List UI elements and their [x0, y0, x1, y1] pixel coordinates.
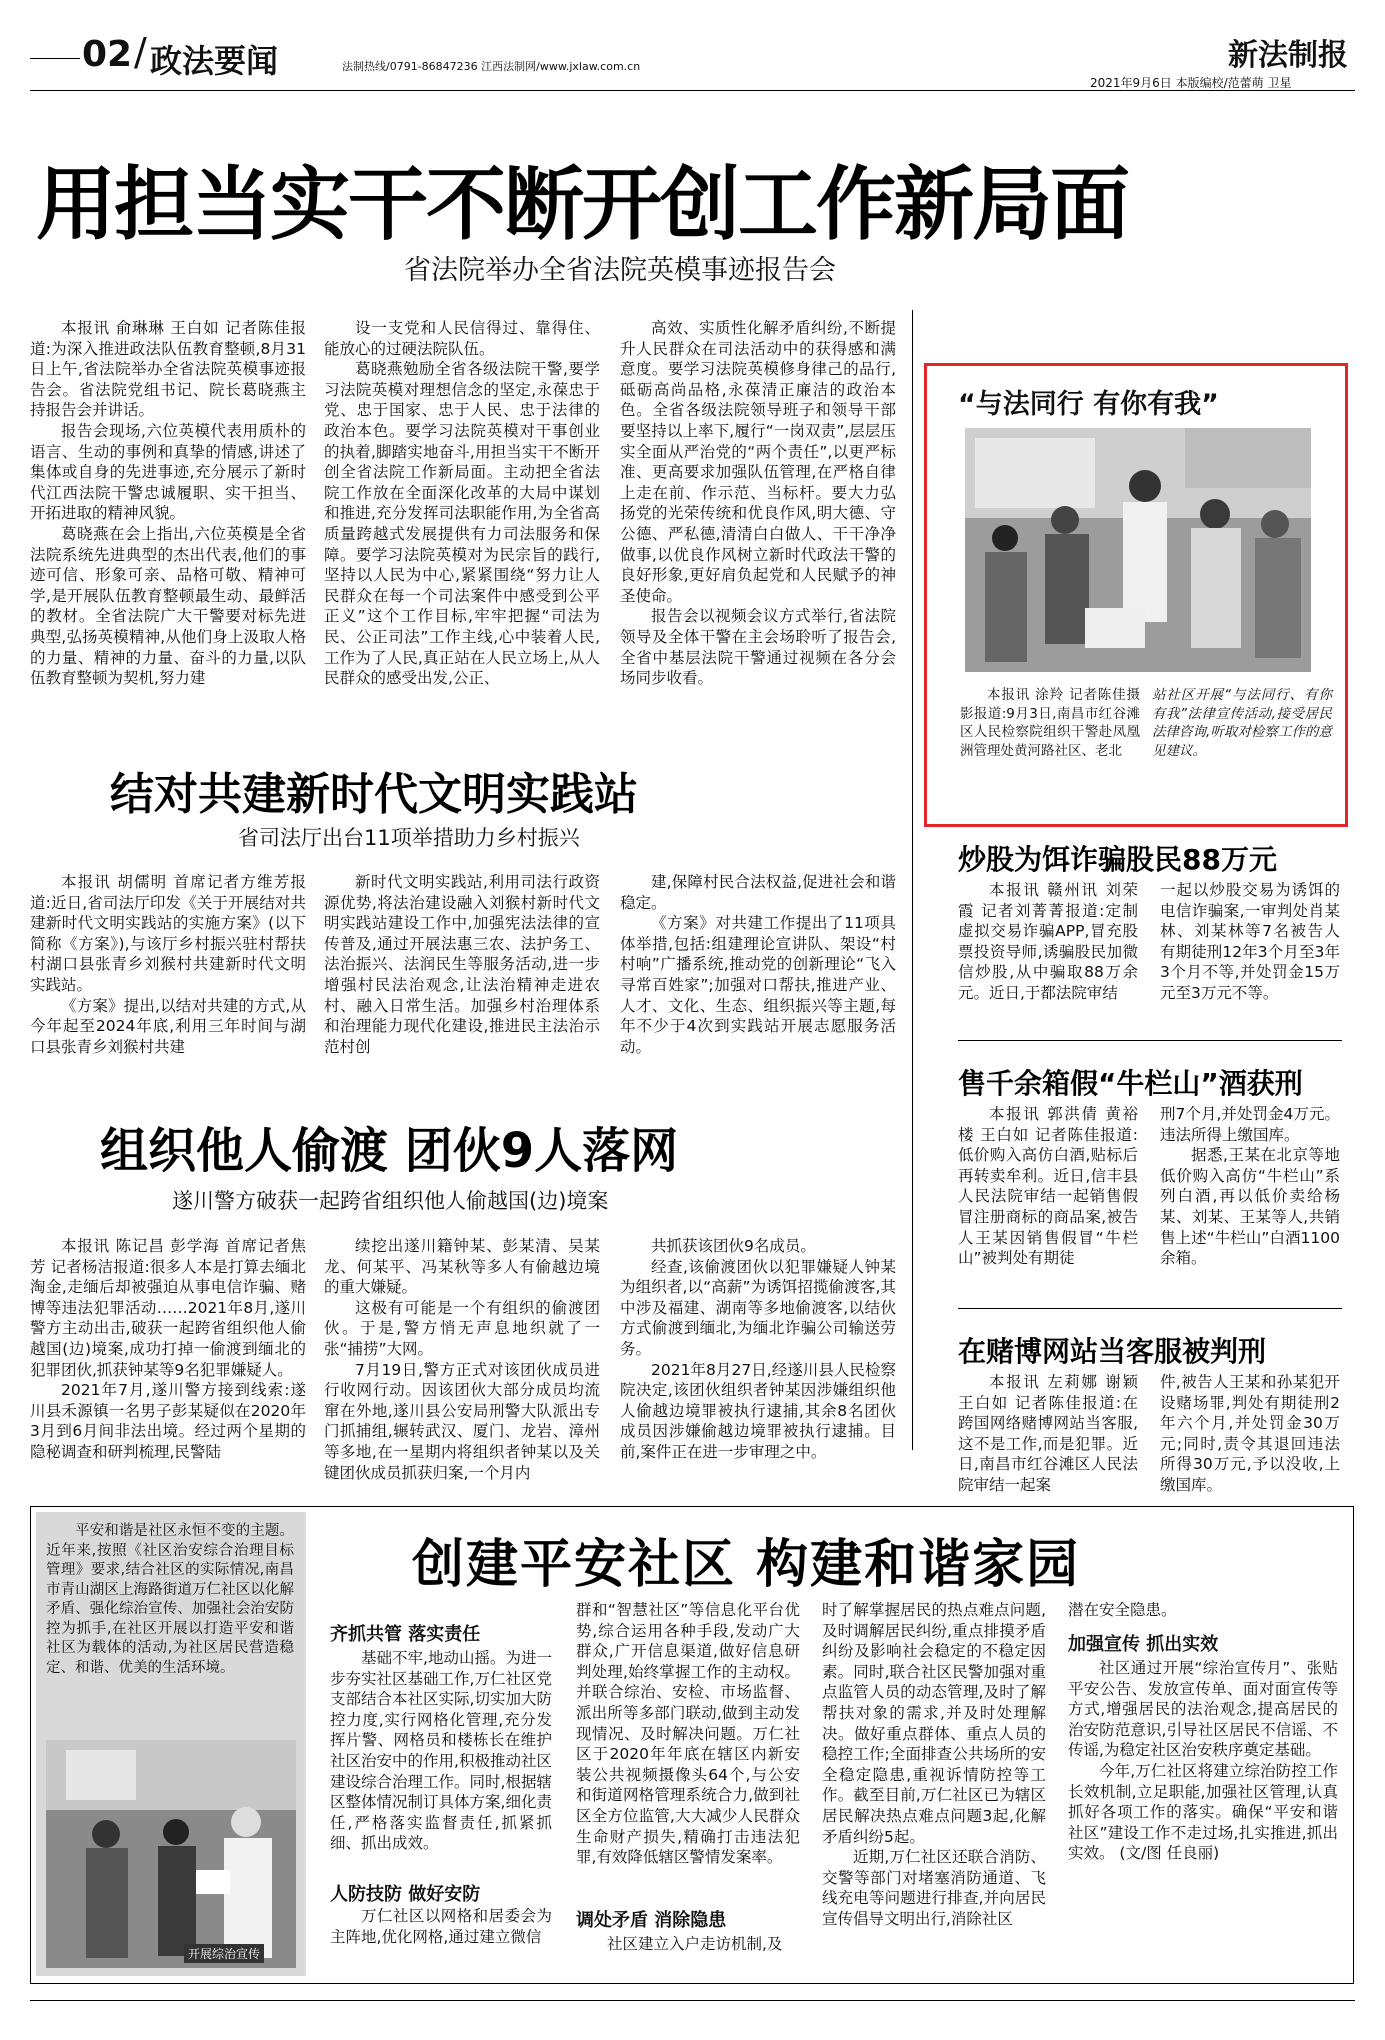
bottom-intro: 平安和谐是社区永恒不变的主题。近年来,按照《社区治安综合治理目标管理》要求,结合社区的实际情况,南昌市青山湖区上海路街道万仁社区以化解矛盾、强化综治宣传、加强社会治安防控为抓手,在社区开展以打造平安和谐社区为载体的活动,为社区居民营造稳定、和谐、优美的生活环境。 [46, 1523, 294, 1676]
section-title: 政法要闻 [150, 42, 279, 80]
right3-column-1: 本报讯 左莉娜 谢颖 王白如 记者陈佳报道:在跨国网络赌博网站当客服,这不是工作,而是犯罪。近日,南昌市红谷滩区人民法院审结一起案 [958, 1373, 1138, 1494]
bottom-column-1b: 万仁社区以网格和居委会为主阵地,优化网格,通过建立微信 [330, 1907, 552, 1946]
masthead-rule-left [30, 58, 80, 59]
paper-name: 新法制报 [1228, 38, 1348, 73]
paragraph: 葛晓燕在会上指出,六位英模是全省法院系统先进典型的杰出代表,他们的事迹可信、形象可亲、品格可敬、精神可学,是开展队伍教育整顿最生动、最鲜活的教材。全省法院广大干警要对标先进典型,弘扬英模精神,从他们身上汲取人格的力量、精神的力量、奋斗的力量,以队伍教育整顿为契机,努力建 [30, 524, 306, 688]
paragraph: 这极有可能是一个有组织的偷渡团伙。于是,警方悄无声息地织就了一张“捕捞”大网。 [324, 1298, 600, 1358]
right1-headline: 炒股为饵诈骗股民88万元 [958, 843, 1277, 876]
vertical-divider [912, 310, 913, 1450]
story2-column-2: 新时代文明实践站,利用司法行政资源优势,将法治建设融入刘猴村新时代文明实践站建设工作中,加强宪法法律的宣传普及,通过开展法惠三农、法护务工、法治振兴、法润民生等服务活动,进一步增强村民法治观念,让法治精神走进农村、融入日常生活。加强乡村治理体系和治理能力现代化建设,推进民主法治示范村创 [324, 873, 600, 1056]
community-photo-caption: 开展综治宣传 [184, 1944, 264, 1963]
date-editor: 2021年9月6日 本版编校/范蕾萌 卫星 [1090, 76, 1292, 90]
footer-rule [30, 2000, 1355, 2001]
paragraph: 2021年8月27日,经遂川县人民检察院决定,该团伙组织者钟某因涉嫌组织他人偷越边境罪被执行逮捕,其余8名团伙成员因涉嫌偷越边境罪被执行逮捕。目前,案件正在进一步审理之中。 [620, 1360, 896, 1461]
story2-subhead: 省司法厅出台11项举措助力乡村振兴 [238, 826, 580, 850]
story3-subhead: 遂川警方破获一起跨省组织他人偷越国(边)境案 [172, 1189, 609, 1213]
bottom-headline: 创建平安社区 构建和谐家园 [412, 1535, 1081, 1595]
story2-column-3: 建,保障村民合法权益,促进社会和谐稳定。 《方案》对共建工作提出了11项具体举措,包括:组建理论宣讲队、架设“村村响”广播系统,推动党的创新理论“飞入寻常百姓家”;加强对口帮扶,推进产业、人才、文化、生态、组织振兴等主题,每年不少于4次到实践站开展志愿服务活动。 [620, 873, 896, 1056]
paragraph: 《方案》提出,以结对共建的方式,从今年起至2024年底,利用三年时间与湖口县张青乡刘猴村共建 [30, 996, 306, 1056]
story3-column-1: 本报讯 陈记昌 彭学海 首席记者焦芳 记者杨洁报道:很多人本是打算去缅北淘金,走缅后却被强迫从事电信诈骗、赌博等违法犯罪活动……2021年8月,遂川警方主动出击,破获一起跨省组织他人偷越国(边)境案,成功打掉一偷渡到缅北的犯罪团伙,抓获钟某等9名犯罪嫌疑人。 2021年7月,遂川警方接到线索:遂川县禾源镇一名男子彭某疑似在2020年3月到6月间非法出境。经过两个星期的隐秘调查和研判梳理,民警陆 [30, 1237, 306, 1461]
bottom-column-4b: 社区通过开展“综治宣传月”、张贴平安公告、发放宣传单、面对面宣传等方式,增强居民的法治观念,提高居民的治安防范意识,引导社区居民不信谣、不传谣,为稳定社区治安秩序奠定基础。 今年,万仁社区将建立综治防控工作长效机制,立足职能,加强社区管理,认真抓好各项工作的落实。确保“平安和谐社区”建设工作不走过场,扎实推进,抓出实效。 (文/图 任良丽) [1068, 1659, 1338, 1863]
story3-column-3: 共抓获该团伙9名成员。 经查,该偷渡团伙以犯罪嫌疑人钟某为组织者,以“高薪”为诱饵招揽偷渡客,其中涉及福建、湖南等多地偷渡客,以结伙方式偷渡到缅北,为缅北诈骗公司输送劳务。 2021年8月27日,经遂川县人民检察院决定,该团伙组织者钟某因涉嫌组织他人偷越边境罪被执行逮捕,其余8名团伙成员因涉嫌偷越边境罪被执行逮捕。目前,案件正在进一步审理之中。 [620, 1237, 896, 1461]
paragraph: 7月19日,警方正式对该团伙成员进行收网行动。因该团伙大部分成员均流窜在外地,遂川县公安局刑警大队派出专门抓捕组,辗转武汉、厦门、龙岩、漳州等多地,在一星期内将组织者钟某以及关键团伙成员抓获归案,一个月内 [324, 1360, 600, 1482]
bottom-sub-2: 人防技防 做好安防 [330, 1884, 481, 1905]
photo-caption-1: 本报讯 涂羚 记者陈佳摄影报道:9月3日,南昌市红谷滩区人民检察院组织干警赴凤凰洲管理处黄河路社区、老北 [960, 687, 1140, 759]
right2-column-2: 刑7个月,并处罚金4万元。违法所得上缴国库。 据悉,王某在北京等地低价购入高仿“牛栏山”系列白酒,再以低价卖给杨某、刘某、王某等人,共销售上述“牛栏山”白酒1100余箱。 [1160, 1105, 1340, 1268]
paragraph: 经查,该偷渡团伙以犯罪嫌疑人钟某为组织者,以“高薪”为诱饵招揽偷渡客,其中涉及福建、湖南等多地偷渡客,以结伙方式偷渡到缅北,为缅北诈骗公司输送劳务。 [620, 1257, 896, 1358]
masthead-rule [30, 90, 1355, 91]
story3-headline: 组织他人偷渡 团伙9人落网 [100, 1123, 679, 1179]
bottom-column-3: 时了解掌握居民的热点难点问题,及时调解居民纠纷,重点排摸矛盾纠纷及影响社会稳定的不稳定因素。同时,联合社区民警加强对重点监管人员的动态管理,及时了解帮扶对象的需求,并及时处理解决。做好重点群体、重点人员的稳控工作;全面排查公共场所的安全稳定隐患,重视诉情防控等工作。截至目前,万仁社区已为辖区居民解决热点难点问题3起,化解矛盾纠纷5起。 近期,万仁社区还联合消防、交警等部门对堵塞消防通道、飞线充电等问题进行排查,并向居民宣传倡导文明出行,消除社区 [822, 1601, 1046, 1928]
paragraph: 近期,万仁社区还联合消防、交警等部门对堵塞消防通道、飞线充电等问题进行排查,并向居民宣传倡导文明出行,消除社区 [822, 1848, 1046, 1928]
bottom-sub-1: 齐抓共管 落实责任 [330, 1624, 481, 1645]
bottom-column-2b: 社区建立入户走访机制,及 [607, 1935, 783, 1953]
lead-headline: 用担当实干不断开创工作新局面 [36, 158, 1128, 251]
bottom-sub-4: 加强宣传 抓出实效 [1068, 1634, 1219, 1655]
right3-headline: 在赌博网站当客服被判刑 [958, 1335, 1267, 1368]
right3-column-2: 件,被告人王某和孙某犯开设赌场罪,判处有期徒刑2年六个月,并处罚金30万元;同时,责令其退回违法所得30万元,予以没收,上缴国库。 [1160, 1373, 1340, 1494]
story2-headline: 结对共建新时代文明实践站 [110, 769, 638, 820]
story3-column-2: 续挖出遂川籍钟某、彭某清、吴某龙、何某平、冯某秋等多人有偷越边境的重大嫌疑。 这极有可能是一个有组织的偷渡团伙。于是,警方悄无声息地织就了一张“捕捞”大网。 7月19日,警方正式对该团伙成员进行收网行动。因该团伙大部分成员均流窜在外地,遂川县公安局刑警大队派出专门抓捕组,辗转武汉、厦门、龙岩、漳州等多地,在一星期内将组织者钟某以及关键团伙成员抓获归案,一个月内 [324, 1237, 600, 1482]
paragraph: 葛晓燕勉励全省各级法院干警,要学习法院英模对理想信念的坚定,永葆忠于党、忠于国家、忠于人民、忠于法律的政治本色。要学习法院英模对干事创业的执着,脚踏实地奋斗,用担当实干不断开创全省法院工作新局面。主动把全省法院工作放在全面深化改革的大局中谋划和推进,充分发挥司法职能作用,为全省高质量跨越式发展提供有力司法服务和保障。要学习法院英模对为民宗旨的践行,坚持以人民为中心,紧紧围绕“努力让人民群众在每一个司法案件中感受到公平正义”这个工作目标,牢牢把握“司法为民、公正司法”工作主线,心中装着人民,工作为了人民,真正站在人民立场上,从人民群众的感受出发,公正、 [324, 360, 600, 688]
story2-column-1: 本报讯 胡儒明 首席记者方维芳报道:近日,省司法厅印发《关于开展结对共建新时代文明实践站的实施方案》(以下简称《方案》),与该厅乡村振兴驻村帮扶村湖口县张青乡刘猴村共建新时代文明实践站。 《方案》提出,以结对共建的方式,从今年起至2024年底,利用三年时间与湖口县张青乡刘猴村共建 [30, 873, 306, 1056]
divider-right1 [958, 1040, 1342, 1041]
right1-column-1: 本报讯 赣州讯 刘荣霞 记者刘菁菁报道:定制虚拟交易诈骗APP,冒充股票投资导师,诱骗股民加微信炒股,从中骗取88万余元。近日,于都法院审结 [958, 881, 1138, 1002]
lead-column-1: 本报讯 俞琳琳 王白如 记者陈佳报道:为深入推进政法队伍教育整顿,8月31日上午,省法院举办全省法院英模事迹报告会。省法院党组书记、院长葛晓燕主持报告会并讲话。 报告会现场,六位英模代表用质朴的语言、生动的事例和真挚的情感,讲述了集体或自身的先进事迹,充分展示了新时代江西法院干警忠诚履职、实干担当、开拓进取的精神风貌。 葛晓燕在会上指出,六位英模是全省法院系统先进典型的杰出代表,他们的事迹可信、形象可亲、品格可敬、精神可学,是开展队伍教育整顿最生动、最鲜活的教材。全省法院广大干警要对标先进典型,弘扬英模精神,从他们身上汲取人格的力量、精神的力量、奋斗的力量,以队伍教育整顿为契机,努力建 [30, 319, 306, 688]
paragraph: 今年,万仁社区将建立综治防控工作长效机制,立足职能,加强社区管理,认真抓好各项工作的落实。确保“平安和谐社区”建设工作不走过场,扎实推进,抓出实效。 (文/图 任良丽) [1068, 1761, 1338, 1863]
bottom-column-4: 潜在安全隐患。 [1068, 1601, 1177, 1619]
page-number: 02 [82, 34, 133, 75]
photo-box-title: “与法同行 有你有我” [958, 389, 1219, 420]
paragraph: 报告会现场,六位英模代表用质朴的语言、生动的事例和真挚的情感,讲述了集体或自身的先进事迹,充分展示了新时代江西法院干警忠诚履职、实干担当、开拓进取的精神风貌。 [30, 421, 306, 523]
right2-column-1: 本报讯 郭洪倩 黄裕楼 王白如 记者陈佳报道:低价购入高仿白酒,贴标后再转卖牟利。近日,信丰县人民法院审结一起销售假冒注册商标的商品案,被告人王某因销售假冒“牛栏山”被判处有期徒 [958, 1105, 1138, 1268]
right2-headline: 售千余箱假“牛栏山”酒获刑 [958, 1067, 1303, 1100]
paragraph: 据悉,王某在北京等地低价购入高仿“牛栏山”系列白酒,再以低价卖给杨某、刘某、王某等人,共销售上述“牛栏山”白酒1100余箱。 [1160, 1146, 1340, 1268]
community-photo-illustration [46, 1740, 296, 1968]
lead-column-3: 高效、实质性化解矛盾纠纷,不断提升人民群众在司法活动中的获得感和满意度。要学习法院英模修身律己的品行,砥砺高尚品格,永葆清正廉洁的政治本色。全省各级法院领导班子和领导干部要坚持以上率下,履行“一岗双责”,层层压实全面从严治党的“两个责任”,以更严标准、更高要求加强队伍管理,在严格自律上走在前、作示范、当标杆。要大力弘扬党的光荣传统和优良作风,明大德、守公德、严私德,清清白白做人、干干净净做事,以优良作风树立新时代政法干警的良好形象,更好肩负起党和人民赋予的神圣使命。 报告会以视频会议方式举行,省法院领导及全体干警在主会场聆听了报告会,全省中基层法院干警通过视频在各分会场同步收看。 [620, 319, 896, 688]
lead-column-2: 设一支党和人民信得过、靠得住、能放心的过硬法院队伍。 葛晓燕勉励全省各级法院干警,要学习法院英模对理想信念的坚定,永葆忠于党、忠于国家、忠于人民、忠于法律的政治本色。要学习法院英模对干事创业的执着,脚踏实地奋斗,用担当实干不断开创全省法院工作新局面。主动把全省法院工作放在全面深化改革的大局中谋划和推进,充分发挥司法职能作用,为全省高质量跨越式发展提供有力司法服务和保障。要学习法院英模对为民宗旨的践行,坚持以人民为中心,紧紧围绕“努力让人民群众在每一个司法案件中感受到公平正义”这个工作目标,牢牢把握“司法为民、公正司法”工作主线,心中装着人民,工作为了人民,真正站在人民立场上,从人民群众的感受出发,公正、 [324, 319, 600, 688]
paragraph: 报告会以视频会议方式举行,省法院领导及全体干警在主会场聆听了报告会,全省中基层法院干警通过视频在各分会场同步收看。 [620, 607, 896, 688]
paragraph: 《方案》对共建工作提出了11项具体举措,包括:组建理论宣讲队、架设“村村响”广播系统,推动党的创新理论“飞入寻常百姓家”;加强对口帮扶,推进产业、人才、文化、生态、组织振兴等主题,每年不少于4次到实践站开展志愿服务活动。 [620, 914, 896, 1056]
community-photo [46, 1740, 296, 1968]
photo-illustration [965, 428, 1311, 672]
paragraph: 2021年7月,遂川警方接到线索:遂川县禾源镇一名男子彭某疑似在2020年3月到6月间非法出境。经过两个星期的隐秘调查和研判梳理,民警陆 [30, 1381, 306, 1461]
lead-subhead: 省法院举办全省法院英模事迹报告会 [404, 255, 836, 286]
right1-column-2: 一起以炒股交易为诱饵的电信诈骗案,一审判处肖某林、刘某林等7名被告人有期徒刑12年3个月至3年3个月不等,并处罚金15万元至3万元不等。 [1160, 881, 1340, 1002]
volunteer-photo [965, 428, 1311, 672]
photo-caption-2: 站社区开展“与法同行、有你有我”法律宣传活动,接受居民法律咨询,听取对检察工作的意见建议。 [1152, 687, 1332, 759]
section-divider: / [134, 30, 147, 74]
divider-right2 [958, 1308, 1342, 1309]
bottom-column-1: 基础不牢,地动山摇。为进一步夯实社区基础工作,万仁社区党支部结合本社区实际,切实加大防控力度,实行网格化管理,充分发挥片警、网格员和楼栋长在维护社区治安中的作用,积极推动社区建设综合治理工作。同时,根据辖区整体情况制订具体方案,细化责任,严格落实监督责任,抓紧抓细、抓出成效。 [330, 1649, 552, 1853]
bottom-column-2: 群和“智慧社区”等信息化平台优势,综合运用各种手段,发动广大群众,广开信息渠道,做好信息研判处理,始终掌握工作的主动权。并联合综治、安检、市场监督、派出所等多部门联动,做到主动发现情况、及时解决问题。万仁社区于2020年年底在辖区内新安装公共视频摄像头64个,与公安和街道网格管理系统合力,做到社区全方位监管,大大减少人民群众生命财产损失,精确打击违法犯罪,有效降低辖区警情发案率。 [576, 1601, 800, 1867]
bottom-sub-3: 调处矛盾 消除隐患 [576, 1910, 727, 1931]
hotline-text: 法制热线/0791-86847236 江西法制网/www.jxlaw.com.cn [342, 60, 641, 73]
